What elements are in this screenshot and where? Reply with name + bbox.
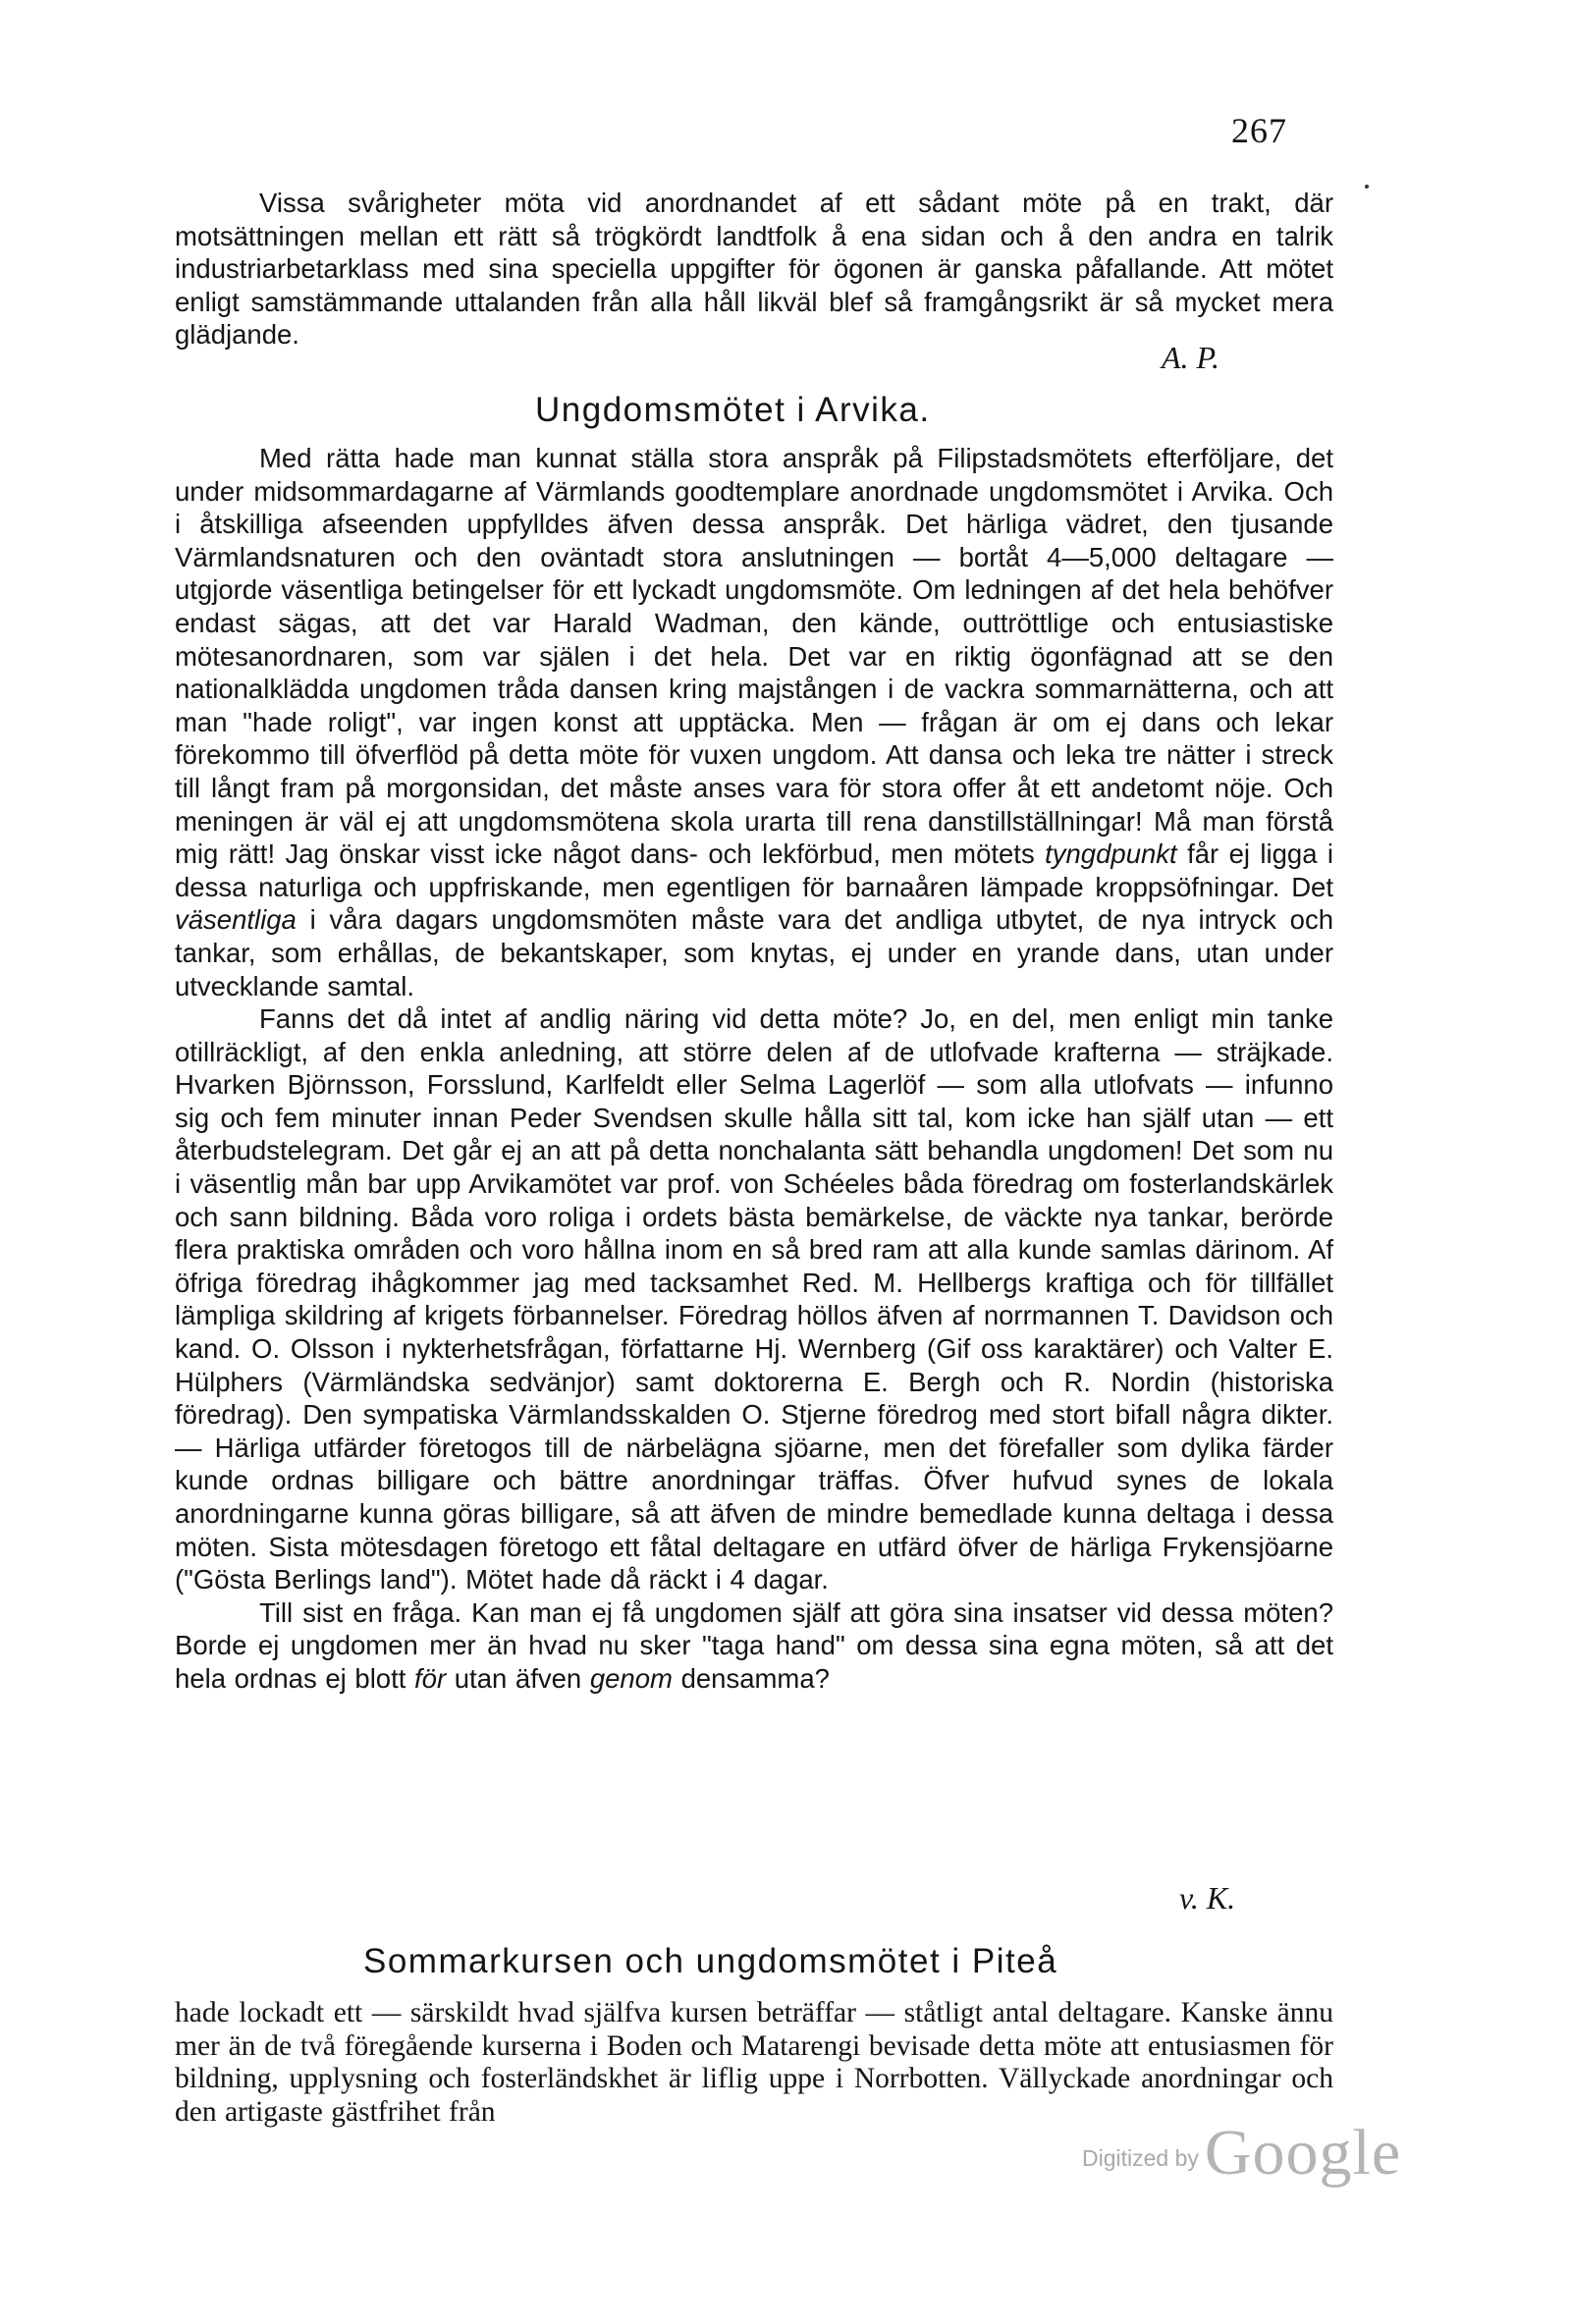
section-heading-pitea: Sommarkursen och ungdomsmötet i Piteå <box>363 1942 1058 1980</box>
pitea-paragraph: hade lockadt ett — särskildt hvad själfva kursen beträffar — ståtligt antal deltagare. Kanske ännu mer än de två föregående kurserna i Boden och Matarengi bevisade detta möte att entusiasmen för bildning, upplysning och fosterländskhet är liflig uppe i Norrbotten. Vällyckade anordningar och den artigaste gästfrihet från <box>175 1997 1333 2128</box>
arvika-p1-emphasis-2: väsentliga <box>175 904 297 936</box>
arvika-p3-emphasis-2: genom <box>589 1662 673 1694</box>
arvika-paragraph-2: Fanns det då intet af andlig näring vid detta möte? Jo, en del, men enligt min tanke otillräckligt, af den enkla anledning, att större delen af de utlofvade krafterna — sträjkade. Hvarken Björnsson, Forsslund, Karlfeldt eller Selma Lagerlöf — som alla utlofvats — infunno sig och fem minuter innan Peder Svendsen skulle hålla sitt tal, kom icke han själf utan — ett återbudstelegram. Det går ej an att på detta nonchalanta sätt behandla ungdomen! Det som nu i väsentlig mån bar upp Arvikamötet var prof. von Schéeles båda föredrag om fosterlandskärlek och sann bildning. Båda voro roliga i ordets bästa bemärkelse, de väckte nya tankar, berörde flera praktiska områden och voro hållna inom en så bred ram att alla kunde samlas därinom. Af öfriga föredrag ihågkommer jag med tacksamhet Red. M. Hellbergs kraftiga och för tillfället lämpliga skildring af krigets förbannelser. Föredrag höllos äfven af norrmannen T. Davidson och kand. O. Olsson i nykterhetsfrågan, författarne Hj. Wernberg (Gif oss karaktärer) och Valter E. Hülphers (Värmländska sedvänjor) samt doktorerna E. Bergh och R. Nordin (historiska föredrag). Den sympatiska Värmlandsskalden O. Stjerne föredrog med stort bifall några dikter. — Härliga utfärder företogos till de närbelägna sjöarne, men det förefaller som dylika färder kunde ordnas billigare och bättre anordningar träffas. Öfver hufvud synes de lokala anordningarne kunna göras billigare, så att äfven de mindre bemedlade kunna deltaga i dessa möten. Sista mötesdagen företogo ett fåtal deltagare en utfärd öfver de härliga Frykensjöarne ("Gösta Berlings land"). Mötet hade då räckt i 4 dagar. <box>175 1003 1333 1595</box>
ink-speck <box>1365 185 1369 189</box>
intro-section <box>175 187 1333 351</box>
arvika-p3-emphasis-1: för <box>414 1662 447 1694</box>
digitized-watermark <box>1082 2116 1401 2190</box>
arvika-section <box>175 442 1333 1696</box>
arvika-p3-text-c: densamma? <box>680 1662 830 1694</box>
arvika-signature: v. K. <box>1179 1880 1236 1916</box>
arvika-p1-text-c: i våra dagars ungdomsmöten måste vara det andliga utbytet, de nya intryck och tankar, som erhållas, de bekantskaper, som knytas, ej under en yrande dans, utan under utvecklande samtal. <box>175 904 1333 1001</box>
pitea-section <box>175 1997 1333 2129</box>
section-heading-arvika: Ungdomsmötet i Arvika. <box>535 391 931 429</box>
arvika-p3-text-b: utan äfven <box>454 1662 582 1694</box>
arvika-p3-text-a: Till sist en fråga. Kan man ej få ungdomen själf att göra sina insatser vid dessa möten? Borde ej ungdomen mer än hvad nu sker "taga hand" om dessa sina egna möten, så att det hela ordnas ej blott <box>175 1596 1333 1694</box>
arvika-p1-text-a: Med rätta hade man kunnat ställa stora anspråk på Filipstadsmötets efterföljare, det under midsommardagarne af Värmlands goodtemplare anordnade ungdomsmötet i Arvika. Och i åtskilliga afseenden uppfylldes äfven dessa anspråk. Det härliga vädret, den tjusande Värmlandsnaturen och den oväntadt stora anslutningen — bortåt 4—5,000 deltagare — utgjorde väsentliga betingelser för ett lyckadt ungdomsmöte. Om ledningen af det hela behöfver endast sägas, att det var Harald Wadman, den kände, outtröttlige och entusiastiske mötesanordnaren, som var själen i det hela. Det var en riktig ögonfägnad att se den nationalklädda ungdomen tråda dansen kring majstången i de vackra sommarnätterna, och att man "hade roligt", var ingen konst att upptäcka. Men — frågan är om ej dans och lekar förekommo till öfverflöd på detta möte för vuxen ungdom. Att dansa och leka tre nätter i streck till långt fram på morgonsidan, det måste anses vara för stora offer åt ett andetomt nöje. Och meningen är väl ej att ungdomsmötena skola urarta till rena danstillställningar! Må man förstå mig rätt! Jag önskar visst icke något dans- och lekförbud, men mötets <box>175 443 1333 870</box>
arvika-p1-text-b: får ej ligga i dessa naturliga och uppfriskande, men egentligen för barnaåren lämpade kroppsöfningar. Det <box>175 838 1334 902</box>
arvika-p1-emphasis-1: tyngdpunkt <box>1045 838 1177 870</box>
intro-paragraph: Vissa svårigheter möta vid anordnandet af ett sådant möte på en trakt, där motsättningen mellan ett rätt så trögkördt landtfolk å ena sidan och å den andra en talrik industriarbetarklass med sina speciella uppgifter för ögonen är ganska påfallande. Att mötet enligt samstämmande uttalanden från alla håll likväl blef så framgångsrikt är så mycket mera glädjande. <box>175 188 1333 351</box>
intro-signature: A. P. <box>1162 340 1219 375</box>
digitized-by-label: Digitized by <box>1082 2145 1199 2171</box>
google-logo: Google <box>1204 2117 1402 2189</box>
arvika-paragraph-3 <box>175 1596 1333 1696</box>
arvika-paragraph-1 <box>175 442 1333 1002</box>
page-number: 267 <box>1231 111 1287 150</box>
